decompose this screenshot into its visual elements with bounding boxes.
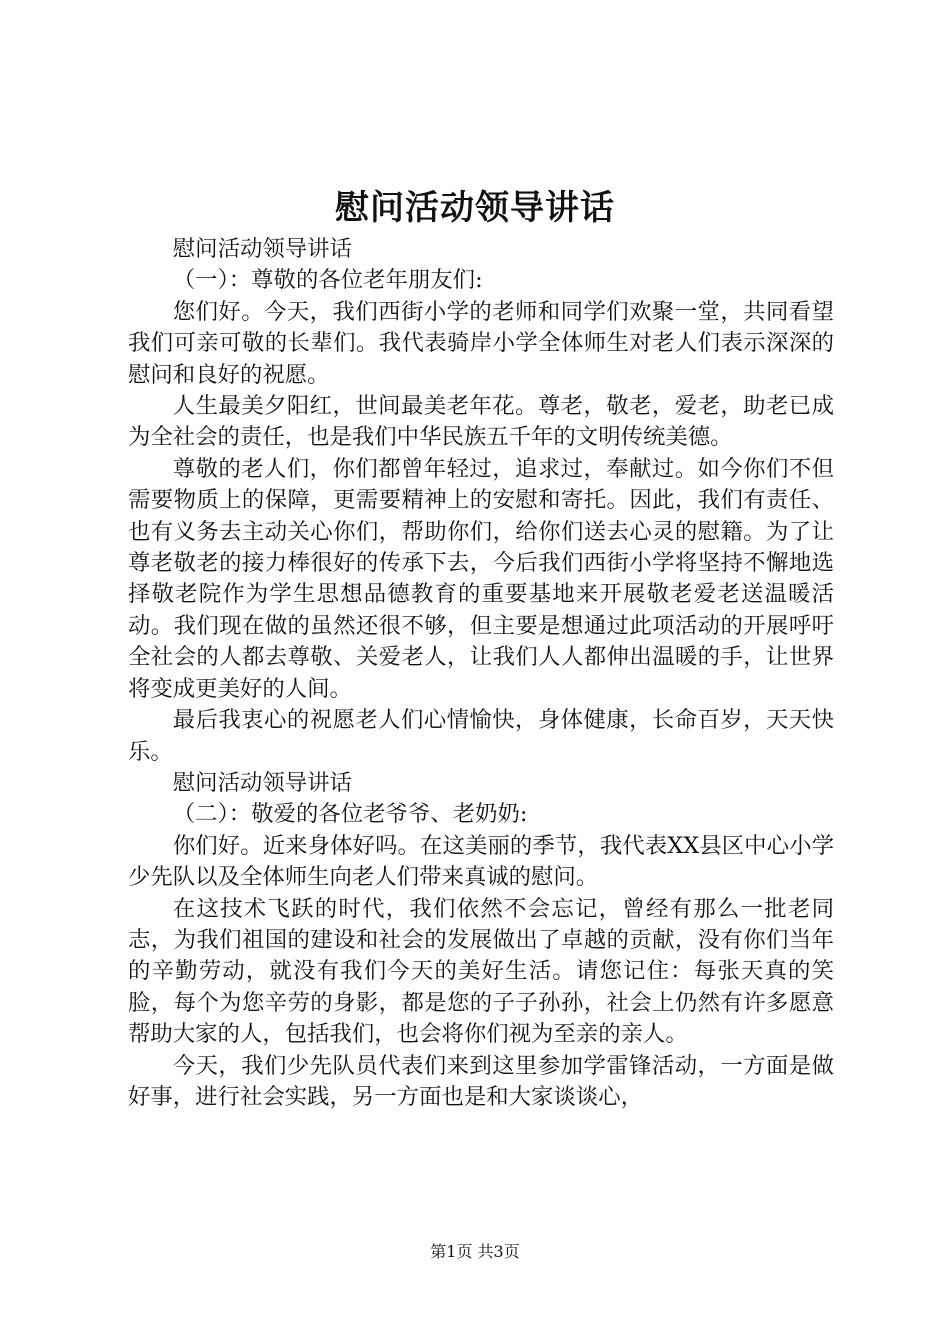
paragraph: 您们好。今天，我们西街小学的老师和同学们欢聚一堂，共同看望我们可亲可敬的长辈们。我代表骑岸小学全体师生对老人们表示深深的慰问和良好的祝愿。 (128, 298, 834, 388)
paragraph: 人生最美夕阳红，世间最美老年花。尊老，敬老，爱老，助老已成为全社会的责任，也是我们中华民族五千年的文明传统美德。 (128, 393, 834, 451)
document-title: 慰问活动领导讲话 (335, 188, 615, 228)
paragraph: 今天，我们少先队员代表们来到这里参加学雷锋活动，一方面是做好事，进行社会实践，另一方面也是和大家谈谈心， (128, 1052, 834, 1110)
paragraph: 最后我衷心的祝愿老人们心情愉快，身体健康，长命百岁，天天快乐。 (128, 707, 834, 765)
paragraph: （一）：尊敬的各位老年朋友们: (172, 267, 483, 294)
paragraph: 你们好。近来身体好吗。在这美丽的季节，我代表XX县区中心小学少先队以及全体师生向老人们带来真诚的慰问。 (128, 832, 834, 891)
paragraph: （二）：敬爱的各位老爷爷、老奶奶: (172, 801, 528, 828)
paragraph: 慰问活动领导讲话 (172, 236, 352, 262)
paragraph: 慰问活动领导讲话 (172, 769, 352, 796)
paragraph: 在这技术飞跃的时代，我们依然不会忘记，曾经有那么一批老同志，为我们祖国的建设和社会的发展做出了卓越的贡献，没有你们当年的辛勤劳动，就没有我们今天的美好生活。请您记住：每张天真的笑脸，每个为您辛劳的身影，都是您的子子孙孙，社会上仍然有许多愿意帮助大家的人，包括我们，也会将你们视为至亲的亲人。 (128, 895, 834, 1048)
document-body (128, 234, 834, 1113)
paragraph: 尊敬的老人们，你们都曾年轻过，追求过，奉献过。如今你们不但需要物质上的保障，更需要精神上的安慰和寄托。因此，我们有责任、也有义务去主动关心你们，帮助你们，给你们送去心灵的慰籍。为了让尊老敬老的接力棒很好的传承下去，今后我们西街小学将坚持不懈地选择敬老院作为学生思想品德教育的重要基地来开展敬老爱老送温暖活动。我们现在做的虽然还很不够，但主要是想通过此项活动的开展呼吁全社会的人都去尊敬、关爱老人，让我们人人都伸出温暖的手，让世界将变成更美好的人间。 (128, 455, 834, 702)
page-footer: 第1页 共3页 (430, 1242, 520, 1261)
